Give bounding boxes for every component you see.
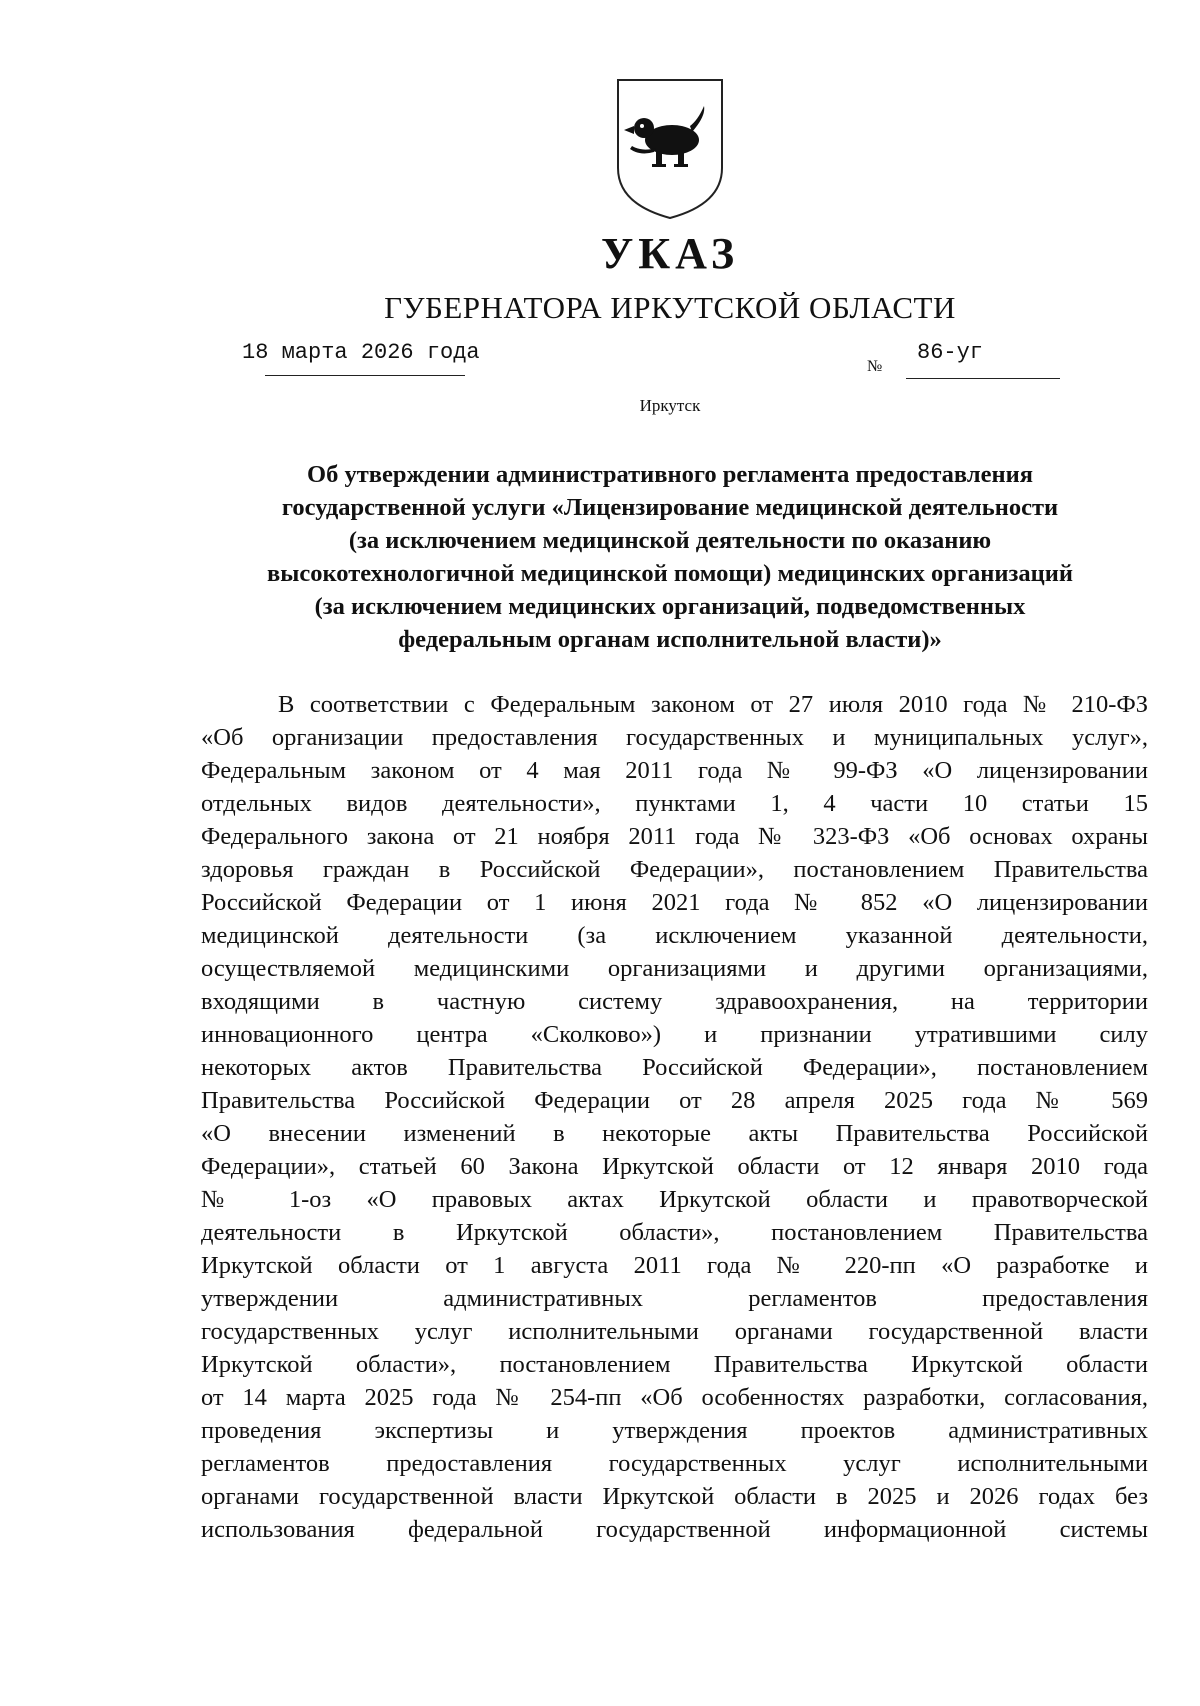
body-line: утверждении административных регламентов предоставления bbox=[201, 1285, 1148, 1312]
body-line: Федерации», статьей 60 Закона Иркутской области от 12 января 2010 года bbox=[201, 1153, 1148, 1180]
heading-line: Об утверждении административного регламента предоставления bbox=[307, 461, 1033, 488]
body-line: деятельности в Иркутской области», постановлением Правительства bbox=[201, 1219, 1148, 1246]
body-line: медицинской деятельности (за исключением указанной деятельности, bbox=[201, 922, 1148, 949]
document-number: 86-уг bbox=[917, 340, 984, 365]
body-line: В соответствии с Федеральным законом от 27 июля 2010 года № 210-ФЗ bbox=[278, 691, 1148, 718]
body-line: органами государственной власти Иркутской области в 2025 и 2026 годах без bbox=[201, 1483, 1148, 1510]
body-line: осуществляемой медицинскими организациями и другими организациями, bbox=[201, 955, 1148, 982]
heading-line: государственной услуги «Лицензирование медицинской деятельности bbox=[281, 494, 1059, 521]
heading-line: (за исключением медицинских организаций, подведомственных bbox=[314, 593, 1026, 620]
body-line: использования федеральной государственной информационной системы bbox=[201, 1516, 1148, 1543]
document-title: УКАЗ bbox=[600, 229, 740, 278]
document-heading bbox=[200, 458, 1140, 656]
body-line: инновационного центра «Сколково») и признании утратившими силу bbox=[201, 1021, 1148, 1048]
body-line: входящими в частную систему здравоохранения, на территории bbox=[201, 988, 1148, 1015]
coat-of-arms-icon bbox=[612, 76, 728, 222]
body-line: Федерального закона от 21 ноября 2011 года № 323-ФЗ «Об основах охраны bbox=[201, 823, 1148, 850]
body-line: Иркутской области», постановлением Правительства Иркутской области bbox=[201, 1351, 1148, 1378]
number-sign: № bbox=[867, 358, 883, 375]
body-line: Российской Федерации от 1 июня 2021 года № 852 «О лицензировании bbox=[201, 889, 1148, 916]
body-line: № 1-оз «О правовых актах Иркутской области и правотворческой bbox=[201, 1186, 1148, 1213]
document-subtitle: ГУБЕРНАТОРА ИРКУТСКОЙ ОБЛАСТИ bbox=[384, 290, 956, 325]
body-line: отдельных видов деятельности», пунктами 1, 4 части 10 статьи 15 bbox=[201, 790, 1148, 817]
date-underline bbox=[265, 375, 465, 376]
body-line: Федеральным законом от 4 мая 2011 года № 99-ФЗ «О лицензировании bbox=[201, 757, 1148, 784]
number-underline bbox=[906, 378, 1060, 379]
body-line: здоровья граждан в Российской Федерации», постановлением Правительства bbox=[201, 856, 1148, 883]
document-city: Иркутск bbox=[639, 396, 701, 415]
document-date: 18 марта 2026 года bbox=[242, 340, 480, 365]
body-line: Правительства Российской Федерации от 28 апреля 2025 года № 569 bbox=[201, 1087, 1148, 1114]
heading-line: (за исключением медицинской деятельности по оказанию bbox=[348, 527, 992, 554]
heading-line: высокотехнологичной медицинской помощи) медицинских организаций bbox=[267, 560, 1073, 587]
body-line: государственных услуг исполнительными органами государственной власти bbox=[201, 1318, 1148, 1345]
body-line: некоторых актов Правительства Российской Федерации», постановлением bbox=[201, 1054, 1148, 1081]
body-line: от 14 марта 2025 года № 254-пп «Об особенностях разработки, согласования, bbox=[201, 1384, 1148, 1411]
document-body bbox=[201, 688, 1148, 1546]
body-line: проведения экспертизы и утверждения проектов административных bbox=[201, 1417, 1148, 1444]
body-line: «Об организации предоставления государственных и муниципальных услуг», bbox=[201, 724, 1148, 751]
heading-line: федеральным органам исполнительной власти)» bbox=[398, 626, 942, 653]
body-line: регламентов предоставления государственных услуг исполнительными bbox=[201, 1450, 1148, 1477]
body-line: Иркутской области от 1 августа 2011 года № 220-пп «О разработке и bbox=[201, 1252, 1148, 1279]
body-line: «О внесении изменений в некоторые акты Правительства Российской bbox=[201, 1120, 1148, 1147]
